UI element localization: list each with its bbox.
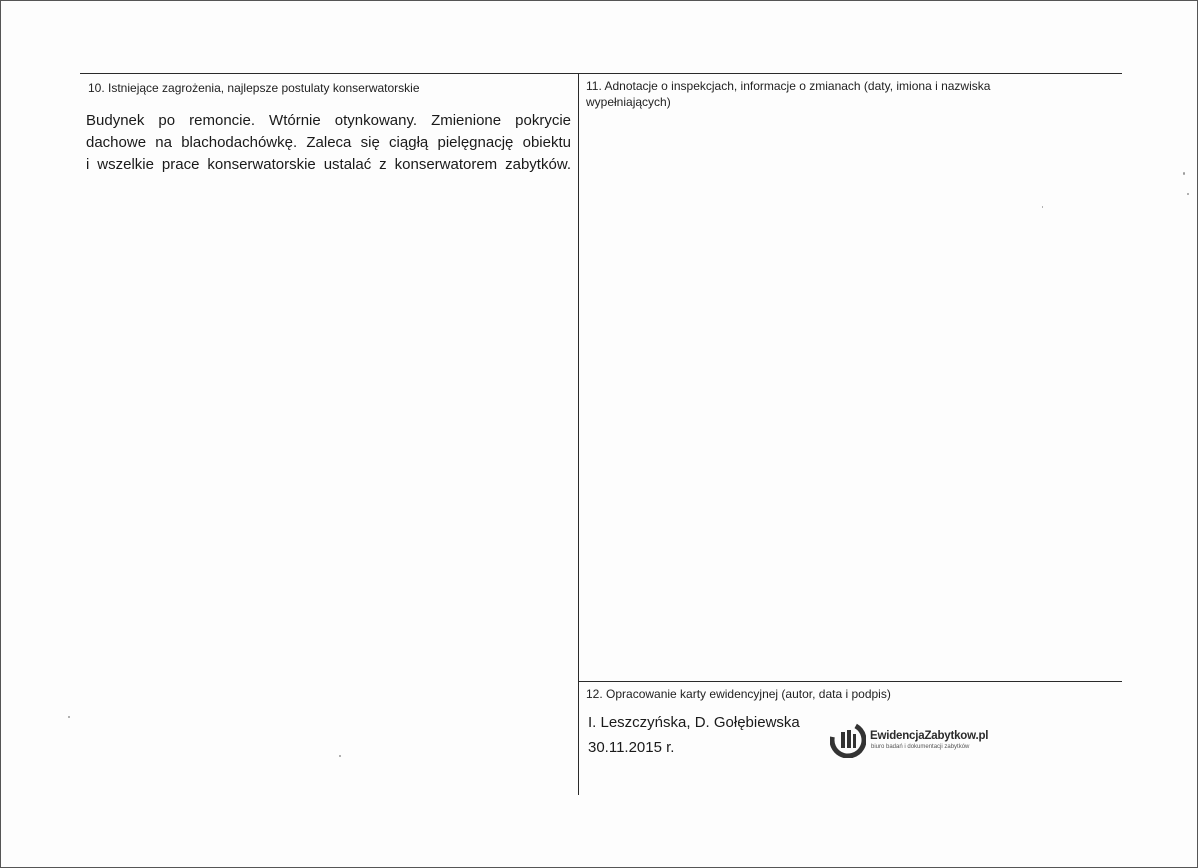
logo-subtitle: biuro badań i dokumentacji zabytków xyxy=(871,744,970,750)
section10-line-1: Budynek po remoncie. Wtórnie otynkowany. Zmienione pokrycie xyxy=(86,112,571,129)
section10-text xyxy=(86,110,571,176)
section12-rule xyxy=(578,681,1122,682)
company-logo xyxy=(830,722,1000,762)
section12-date: 30.11.2015 r. xyxy=(588,739,675,756)
section11-label-line2: wypełniających) xyxy=(586,95,671,109)
scan-speck xyxy=(1042,206,1043,208)
section12-authors: I. Leszczyńska, D. Gołębiewska xyxy=(588,714,800,731)
scan-speck xyxy=(68,716,70,718)
scan-speck xyxy=(1183,172,1185,175)
logo-title: EwidencjaZabytkow.pl xyxy=(870,730,989,742)
top-rule xyxy=(80,73,1122,74)
section10-line-2: dachowe na blachodachówkę. Zaleca się ciągłą pielęgnację obiektu xyxy=(86,134,571,151)
scan-speck xyxy=(339,755,341,757)
section12-label: 12. Opracowanie karty ewidencyjnej (autor, data i podpis) xyxy=(586,687,891,701)
section10-label: 10. Istniejące zagrożenia, najlepsze postulaty konserwatorskie xyxy=(88,81,420,95)
section10-line-3: i wszelkie prace konserwatorskie ustalać z konserwatorem zabytków. xyxy=(86,156,571,173)
scan-speck xyxy=(1187,193,1189,195)
section11-label-line1: 11. Adnotacje o inspekcjach, informacje o zmianach (daty, imiona i nazwiska xyxy=(586,79,991,93)
ewidencja-logo-icon xyxy=(830,722,866,758)
column-divider xyxy=(578,73,579,795)
